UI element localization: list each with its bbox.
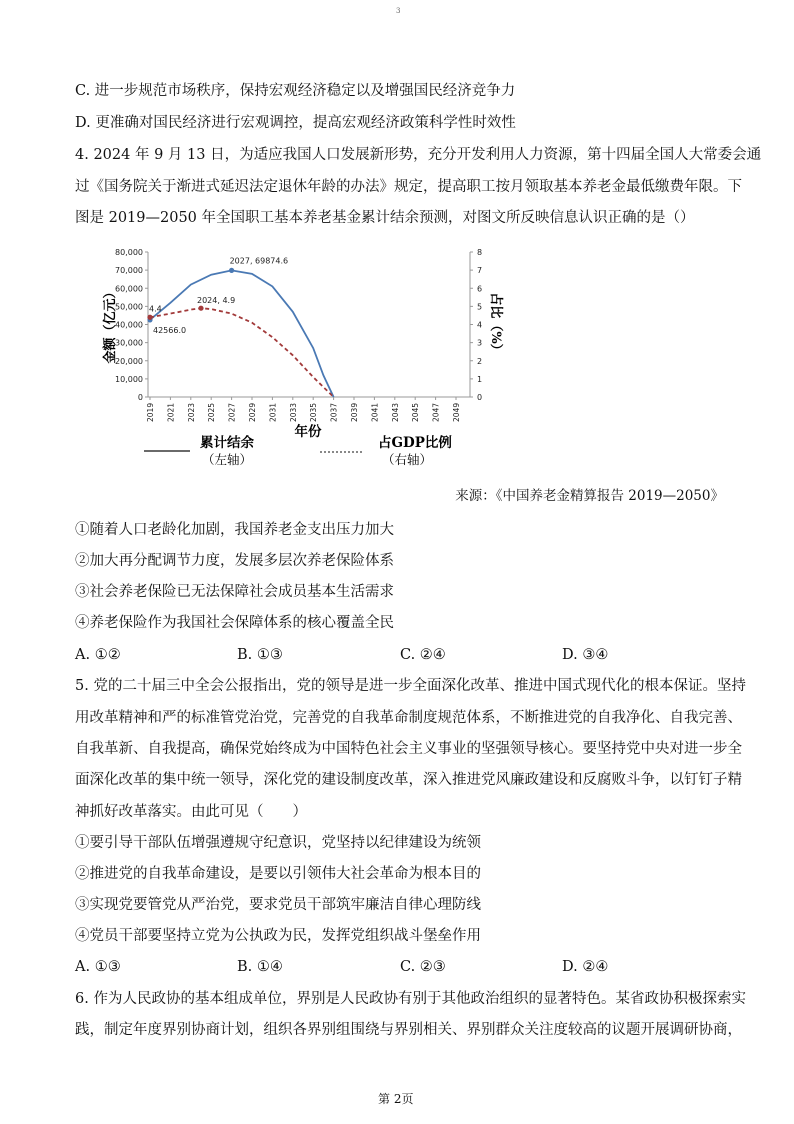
q4-statement-2: ②加大再分配调节力度，发展多层次养老保险体系: [75, 553, 394, 569]
q5-statement-1: ①要引导干部队伍增强遵规守纪意识，党坚持以纪律建设为统领: [75, 835, 481, 851]
data-point-2027-balance: [229, 268, 234, 273]
series-line-2: [150, 308, 334, 397]
annotation-start-balance: 42566.0: [153, 325, 187, 335]
q5-option-b[interactable]: B. ①④: [237, 959, 283, 975]
left-axis-tick-label: 50,000: [115, 302, 143, 312]
right-axis-tick-label: 0: [477, 393, 483, 402]
x-axis-tick-label: 2043: [390, 402, 400, 422]
q5-statement-4: ④党员干部要坚持立党为公执政为民，发挥党组织战斗堡垒作用: [75, 928, 481, 944]
q3-option-d: D. 更准确对国民经济进行宏观调控，提高宏观经济政策科学性时效性: [75, 115, 516, 131]
left-axis-tick-label: 0: [137, 393, 143, 402]
q5-statement-2: ②推进党的自我革命建设，是要以引领伟大社会革命为根本目的: [75, 866, 481, 882]
legend-balance-label: 累计结余: [200, 435, 254, 451]
q5-stem-line4: 面深化改革的集中统一领导，深化党的建设制度改革，深入推进党风廉政建设和反腐败斗争，以钉钉子精: [75, 772, 742, 788]
left-axis-tick-label: 10,000: [115, 374, 143, 384]
x-axis-tick-label: 2049: [452, 402, 461, 422]
q4-option-b[interactable]: B. ①③: [237, 647, 283, 663]
page-header-mark: 3: [396, 7, 401, 15]
q5-stem-line2: 用改革精神和严的标准管党治党，完善党的自我革命制度规范体系，不断推进党的自我净化、自我完善、: [75, 710, 742, 726]
right-axis-tick-label: 3: [477, 338, 483, 348]
chart-source: 来源：《中国养老金精算报告 2019—2050》: [455, 488, 724, 504]
left-axis-tick-label: 20,000: [115, 356, 143, 366]
right-axis-tick-label: 2: [477, 356, 483, 366]
left-axis-tick-label: 30,000: [115, 338, 143, 348]
q5-stem-line1: 5. 党的二十届三中全会公报指出，党的领导是进一步全面深化改革、推进中国式现代化的根本保证。坚持: [75, 678, 746, 694]
q4-option-a[interactable]: A. ①②: [75, 647, 121, 663]
x-axis-tick-label: 2029: [248, 402, 257, 422]
x-axis-tick-label: 2045: [411, 402, 421, 422]
x-axis-tick-label: 2037: [329, 402, 339, 422]
annotation-peak-balance: 2027, 69874.6: [229, 256, 289, 266]
q5-stem-line3: 自我革新、自我提高，确保党始终成为中国特色社会主义事业的坚强领导核心。要坚持党中央对进一步全: [75, 741, 742, 757]
legend-ratio-label: 占GDP比例: [378, 435, 452, 451]
annotation-peak-ratio: 2024, 4.9: [197, 296, 236, 306]
x-axis-tick-label: 2047: [431, 402, 441, 422]
q3-option-c: C. 进一步规范市场秩序，保持宏观经济稳定以及增强国民经济竞争力: [75, 83, 516, 99]
right-axis-tick-label: 5: [477, 302, 483, 312]
q5-stem-line5: 神抓好改革落实。由此可见（ ）: [75, 804, 307, 820]
left-axis-title: 金额（亿元）: [103, 285, 118, 364]
q5-option-d[interactable]: D. ②④: [562, 959, 609, 975]
annotation-start-ratio: 4.4: [149, 304, 162, 314]
pension-fund-chart: [103, 240, 503, 470]
right-axis-tick-label: 1: [477, 374, 483, 384]
right-axis-tick-label: 7: [477, 266, 483, 276]
legend-ratio-axis-note: （右轴）: [382, 452, 433, 467]
q6-stem-line2: 践，制定年度界别协商计划，组织各界别组围绕与界别相关、界别群众关注度较高的议题开展调研协商，: [75, 1022, 742, 1038]
x-axis-tick-label: 2025: [207, 402, 217, 422]
right-axis-tick-label: 6: [477, 284, 483, 294]
q5-statement-3: ③实现党要管党从严治党，要求党员干部筑牢廉洁自律心理防线: [75, 897, 481, 913]
q4-statement-4: ④养老保险作为我国社会保障体系的核心覆盖全民: [75, 615, 394, 631]
q4-statement-3: ③社会养老保险已无法保障社会成员基本生活需求: [75, 584, 394, 600]
x-axis-tick-label: 2039: [350, 402, 359, 422]
q4-statement-1: ①随着人口老龄化加剧，我国养老金支出压力加大: [75, 522, 394, 538]
right-axis-tick-label: 4: [477, 320, 483, 330]
legend-balance-axis-note: （左轴）: [202, 452, 253, 467]
q4-stem-line2: 过《国务院关于渐进式延迟法定退休年龄的办法》规定，提高职工按月领取基本养老金最低缴费年限。下: [75, 179, 742, 195]
q4-option-d[interactable]: D. ③④: [562, 647, 609, 663]
x-axis-tick-label: 2021: [166, 402, 176, 422]
page-footer: 第 2页: [378, 1092, 414, 1106]
data-point-2019-ratio: [147, 315, 152, 320]
q4-stem-line3: 图是 2019—2050 年全国职工基本养老基金累计结余预测，对图文所反映信息认识正确的是（）: [75, 210, 695, 226]
left-axis-tick-label: 80,000: [115, 248, 143, 257]
q5-option-c[interactable]: C. ②③: [400, 959, 446, 975]
left-axis-tick-label: 40,000: [115, 320, 143, 330]
data-point-2024-ratio: [198, 306, 203, 311]
q4-stem-line1: 4. 2024 年 9 月 13 日，为适应我国人口发展新形势，充分开发利用人力资源，第十四届全国人大常委会通: [75, 147, 762, 163]
q4-option-c[interactable]: C. ②④: [400, 647, 446, 663]
x-axis-tick-label: 2019: [146, 402, 155, 422]
x-axis-tick-label: 2041: [370, 402, 380, 422]
x-axis-tick-label: 2035: [309, 402, 319, 422]
right-axis-title: 占比（%）: [488, 292, 503, 357]
x-axis-title: 年份: [294, 424, 322, 440]
x-axis-tick-label: 2027: [227, 402, 237, 422]
right-axis-tick-label: 8: [477, 248, 483, 257]
x-axis-tick-label: 2023: [186, 402, 196, 422]
q5-option-a[interactable]: A. ①③: [75, 959, 121, 975]
left-axis-tick-label: 70,000: [115, 266, 143, 276]
x-axis-tick-label: 2031: [268, 402, 278, 422]
left-axis-tick-label: 60,000: [115, 284, 143, 294]
q6-stem-line1: 6. 作为人民政协的基本组成单位，界别是人民政协有别于其他政治组织的显著特色。某省政协积极探索实: [75, 991, 746, 1007]
x-axis-tick-label: 2033: [288, 402, 298, 422]
